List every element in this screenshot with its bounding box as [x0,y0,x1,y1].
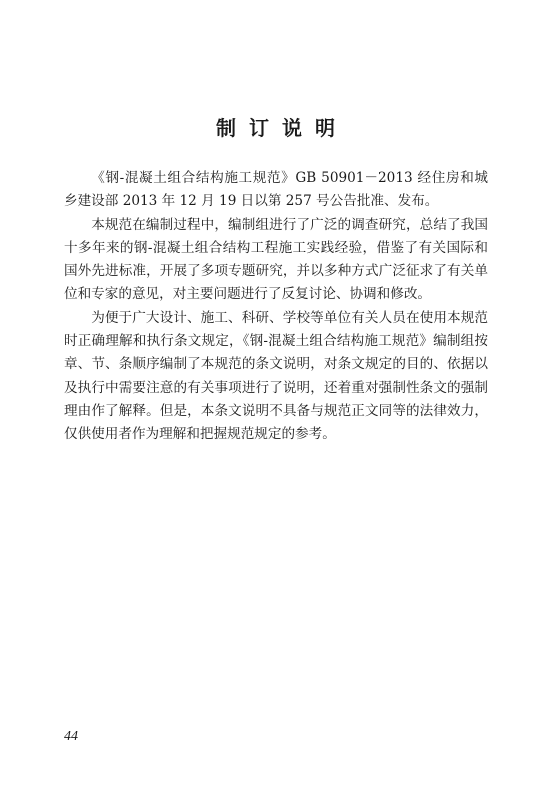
page-number: 44 [64,729,78,744]
paragraph-approval: 《钢-混凝土组合结构施工规范》GB 50901－2013 经住房和城乡建设部 2013 年 12 月 19 日以第 257 号公告批准、发布。 [64,170,488,210]
page-title: 制订说明 [216,116,348,140]
paragraph-compilation: 本规范在编制过程中，编制组进行了广泛的调查研究，总结了我国十多年来的钢-混凝土组合结构工程施工实践经验，借鉴了有关国际和国外先进标准，开展了多项专题研究，并以多种方式广泛征求了有关单位和专家的意见，对主要问题进行了反复讨论、协调和修改。 [64,216,488,303]
paragraph-explanation: 为便于广大设计、施工、科研、学校等单位有关人员在使用本规范时正确理解和执行条文规定，《钢-混凝土组合结构施工规范》编制组按章、节、条顺序编制了本规范的条文说明，对条文规定的目的、依据以及执行中需要注意的有关事项进行了说明，还着重对强制性条文的强制理由作了解释。但是，本条文说明不具备与规范正文同等的法律效力，仅供使用者作为理解和把握规范规定的参考。 [64,309,488,443]
body-text [64,167,488,447]
